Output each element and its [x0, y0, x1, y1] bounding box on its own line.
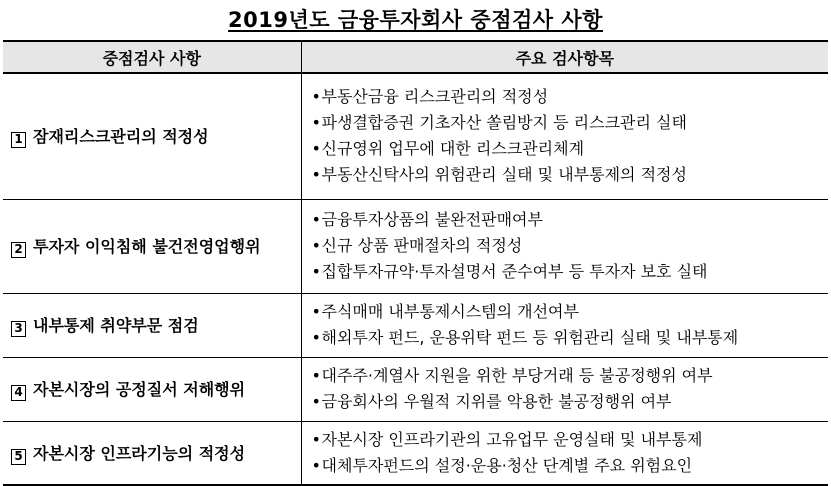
main-items-cell	[301, 199, 828, 293]
detail-text: 금융회사의 우월적 지위를 악용한 불공정행위 여부	[321, 392, 672, 411]
inspection-item-label: 잠재리스크관리의 적정성	[33, 127, 209, 147]
list-item	[312, 110, 829, 136]
list-item	[312, 162, 829, 188]
bullet-icon: •	[311, 87, 321, 107]
detail-list	[302, 296, 829, 354]
main-items-cell	[301, 293, 828, 357]
inspection-item-label: 투자자 이익침해 불건전영업행위	[33, 237, 261, 256]
list-item	[312, 84, 829, 110]
detail-text: 대체투자펀드의 설정·운용·청산 단계별 주요 위험요인	[321, 455, 693, 475]
inspection-item-cell	[3, 73, 301, 199]
list-item	[312, 453, 829, 479]
inspection-item-cell	[3, 199, 301, 293]
list-item	[312, 207, 829, 233]
inspection-item-label: 내부통제 취약부문 점검	[33, 316, 199, 335]
boxed-number: 4	[11, 385, 26, 401]
detail-text: 파생결합증권 기초자산 쏠림방지 등 리스크관리 실태	[321, 113, 687, 133]
table-row	[3, 73, 828, 199]
detail-list	[302, 360, 829, 418]
detail-text: 금융투자상품의 불완전판매여부	[321, 210, 543, 229]
inspection-item-label: 자본시장의 공정질서 저해행위	[33, 380, 246, 399]
main-items-cell	[301, 357, 828, 421]
boxed-number: 1	[11, 132, 26, 148]
list-item	[312, 233, 829, 259]
bullet-icon: •	[311, 328, 321, 347]
inspection-item-cell	[3, 357, 301, 421]
table-body	[3, 73, 828, 485]
table-row	[3, 357, 828, 421]
detail-text: 대주주·계열사 지원을 위한 부당거래 등 불공정행위 여부	[321, 366, 713, 385]
boxed-number: 3	[11, 321, 26, 337]
bullet-icon: •	[311, 302, 321, 321]
detail-text: 자본시장 인프라기관의 고유업무 운영실태 및 내부통제	[321, 429, 703, 449]
bullet-icon: •	[311, 236, 321, 255]
detail-text: 집합투자규약·투자설명서 준수여부 등 투자자 보호 실태	[321, 262, 708, 281]
bullet-icon: •	[311, 366, 321, 385]
inspection-item-cell	[3, 293, 301, 357]
detail-list	[302, 81, 829, 191]
list-item	[312, 299, 829, 325]
detail-text: 신규영위 업무에 대한 리스크관리체계	[321, 139, 585, 159]
detail-text: 부동산신탁사의 위험관리 실태 및 내부통제의 적정성	[321, 165, 687, 185]
bullet-icon: •	[311, 165, 321, 185]
bullet-icon: •	[311, 139, 321, 159]
detail-text: 부동산금융 리스크관리의 적정성	[321, 87, 549, 107]
bullet-icon: •	[311, 429, 321, 449]
bullet-icon: •	[311, 210, 321, 229]
detail-text: 해외투자 펀드, 운용위탁 펀드 등 위험관리 실태 및 내부통제	[321, 328, 739, 347]
detail-text: 신규 상품 판매절차의 적정성	[321, 236, 523, 255]
list-item	[312, 389, 829, 415]
table-header-row	[3, 41, 828, 73]
header-main-items: 주요 검사항목	[301, 41, 828, 73]
bullet-icon: •	[311, 392, 321, 411]
list-item	[312, 325, 829, 351]
list-item	[312, 427, 829, 453]
inspection-item-cell	[3, 421, 301, 485]
header-inspection-item: 중점검사 사항	[3, 41, 301, 73]
inspection-table	[3, 40, 828, 486]
bullet-icon: •	[311, 113, 321, 133]
main-items-cell	[301, 73, 828, 199]
detail-list	[302, 204, 829, 288]
list-item	[312, 259, 829, 285]
bullet-icon: •	[311, 455, 321, 475]
document-title: 2019년도 금융투자회사 중점검사 사항	[228, 8, 603, 32]
main-items-cell	[301, 421, 828, 485]
list-item	[312, 363, 829, 389]
bullet-icon: •	[311, 262, 321, 281]
boxed-number: 5	[11, 449, 26, 465]
inspection-item-label: 자본시장 인프라기능의 적정성	[33, 443, 246, 463]
table-row	[3, 199, 828, 293]
table-row	[3, 421, 828, 485]
boxed-number: 2	[11, 242, 26, 258]
detail-text: 주식매매 내부통제시스템의 개선여부	[321, 302, 579, 321]
table-row	[3, 293, 828, 357]
detail-list	[302, 424, 829, 482]
list-item	[312, 136, 829, 162]
